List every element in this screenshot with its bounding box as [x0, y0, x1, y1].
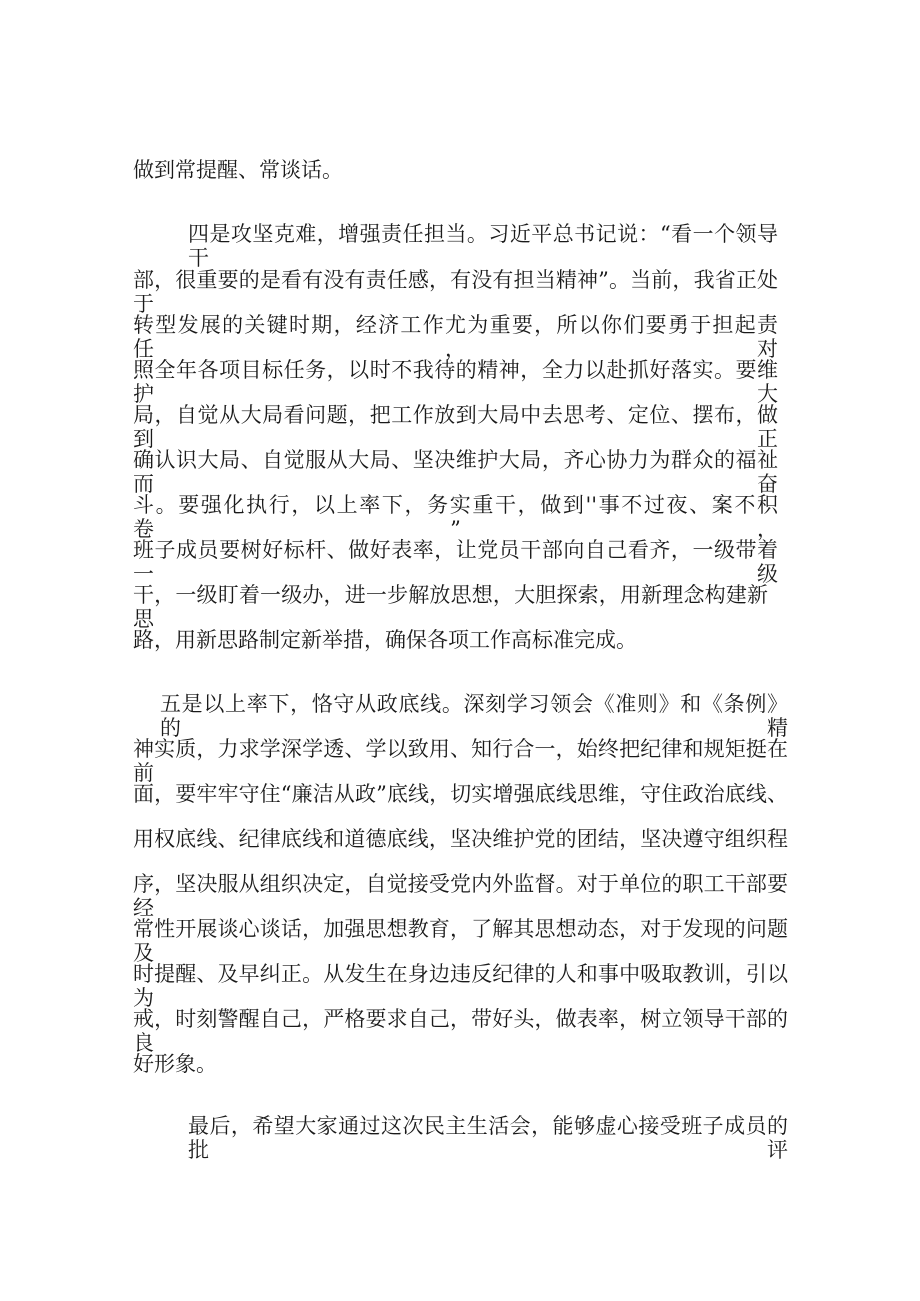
- text-line: 用权底线、纪律底线和道德底线，坚决维护党的团结，坚决遵守组织程: [133, 827, 788, 851]
- text-line: 四是攻坚克难，增强责任担当。习近平总书记说：“看一个领导干: [188, 222, 778, 270]
- text-line: 确认识大局、自觉服从大局、坚决维护大局，齐心协力为群众的福祉而奋: [133, 448, 778, 496]
- text-line: 干，一级盯着一级办，进一步解放思想，大胆探索，用新理念构建新思: [133, 583, 768, 631]
- text-line: 序，坚决服从组织决定，自觉接受党内外监督。对于单位的职工干部要经: [133, 872, 788, 920]
- text-line: 戒，时刻警醒自己，严格要求自己，带好头，做表率，树立领导干部的良: [133, 1007, 788, 1055]
- text-line: 神实质，力求学深学透、学以致用、知行合一，始终把纪律和规矩挺在前: [133, 737, 788, 785]
- text-line: 做到常提醒、常谈话。: [133, 158, 343, 182]
- text-line: 路，用新思路制定新举措，确保各项工作高标准完成。: [133, 628, 637, 652]
- text-line: 照全年各项目标任务，以时不我待的精神，全力以赴抓好落实。要维护大: [133, 358, 778, 406]
- text-line: 五是以上率下，恪守从政底线。深刻学习领会《准则》和《条例》的精: [160, 692, 788, 740]
- text-line: 面，要牢牢守住“廉洁从政”底线，切实增强底线思维，守住政治底线、: [133, 782, 788, 806]
- text-line: 局，自觉从大局看问题，把工作放到大局中去思考、定位、摆布，做到正: [133, 403, 778, 451]
- text-line: 好形象。: [133, 1052, 217, 1076]
- text-line: 最后，希望大家通过这次民主生活会，能够虚心接受班子成员的批评: [188, 1114, 788, 1162]
- text-line: 部，很重要的是看有没有责任感，有没有担当精神”。当前，我省正处于: [133, 268, 778, 316]
- text-line: 班子成员要树好标杆、做好表率，让党员干部向自己看齐，一级带着一级: [133, 538, 778, 586]
- text-line: 转型发展的关键时期，经济工作尤为重要，所以你们要勇于担起责任，对: [133, 313, 778, 361]
- text-line: 斗。要强化执行，以上率下，务实重干，做到''事不过夜、案不积卷”，: [133, 493, 778, 541]
- text-line: 常性开展谈心谈话，加强思想教育，了解其思想动态，对于发现的问题及: [133, 917, 788, 965]
- text-line: 时提醒、及早纠正。从发生在身边违反纪律的人和事中吸取教训，引以为: [133, 962, 788, 1010]
